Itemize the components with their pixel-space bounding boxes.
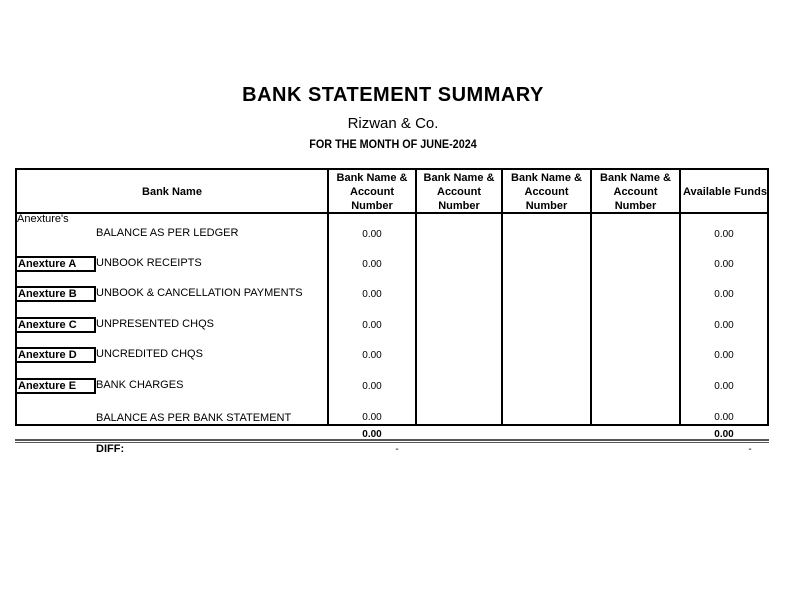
- column-header-bank-4: Bank Name & Account Number: [600, 171, 671, 212]
- anexture-c-tag: Anexture C: [15, 317, 96, 333]
- cell-available: 0.00: [714, 229, 734, 240]
- diff-label: DIFF:: [96, 443, 125, 455]
- anexture-a-tag: Anexture A: [15, 256, 96, 272]
- diff-bank1: -: [395, 444, 399, 455]
- column-header-bank-1: Bank Name & Account Number: [336, 171, 408, 212]
- cell-available: 0.00: [714, 412, 734, 423]
- cell-available: 0.00: [714, 259, 734, 270]
- double-underline: [15, 439, 769, 443]
- column-header-bank-3: Bank Name & Account Number: [511, 171, 582, 212]
- column-header-available-funds: Available Funds: [683, 185, 767, 198]
- cell-available: 0.00: [714, 320, 734, 331]
- row-label: BALANCE AS PER LEDGER: [96, 227, 239, 239]
- cell-bank1: 0.00: [362, 320, 382, 331]
- cell-bank1: 0.00: [362, 381, 382, 392]
- row-label: BALANCE AS PER BANK STATEMENT: [96, 412, 292, 424]
- cell-bank1: 0.00: [362, 350, 382, 361]
- row-label: BANK CHARGES: [96, 379, 184, 391]
- cell-available: 0.00: [714, 381, 734, 392]
- cell-bank1: 0.00: [362, 259, 382, 270]
- anexture-heading: Anexture's: [17, 213, 69, 225]
- anexture-d-tag: Anexture D: [15, 347, 96, 363]
- cell-available: 0.00: [714, 350, 734, 361]
- column-header-bank-name: Bank Name: [142, 185, 202, 198]
- total-available: 0.00: [714, 429, 734, 440]
- anexture-b-tag: Anexture B: [15, 286, 96, 302]
- cell-bank1: 0.00: [362, 412, 382, 423]
- cell-available: 0.00: [714, 289, 734, 300]
- anexture-e-tag: Anexture E: [15, 378, 96, 394]
- report-title: BANK STATEMENT SUMMARY: [242, 84, 544, 106]
- row-label: UNPRESENTED CHQS: [96, 318, 214, 330]
- cell-bank1: 0.00: [362, 289, 382, 300]
- row-label: UNBOOK RECEIPTS: [96, 257, 202, 269]
- row-label: UNBOOK & CANCELLATION PAYMENTS: [96, 287, 303, 299]
- cell-bank1: 0.00: [362, 229, 382, 240]
- row-label: UNCREDITED CHQS: [96, 348, 203, 360]
- total-bank1: 0.00: [362, 429, 382, 440]
- column-header-bank-2: Bank Name & Account Number: [423, 171, 495, 212]
- company-name: Rizwan & Co.: [347, 115, 439, 132]
- diff-available: -: [748, 444, 752, 455]
- report-period: FOR THE MONTH OF JUNE-2024: [309, 137, 477, 151]
